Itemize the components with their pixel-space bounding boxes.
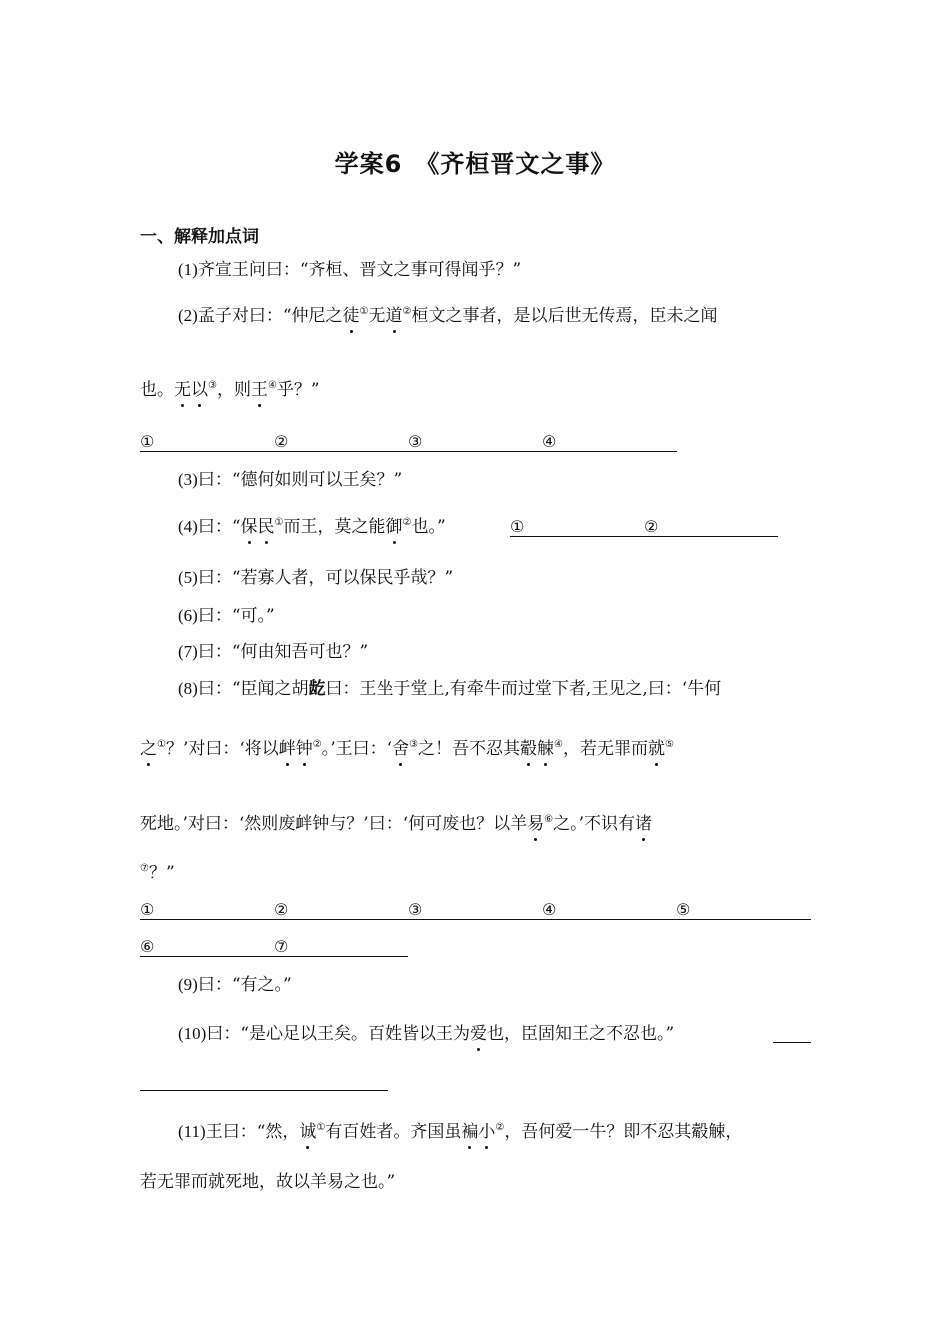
dotted-word: 之 [140, 739, 157, 759]
blank-label: ⑦ [274, 937, 289, 956]
text-run: 也。” [411, 517, 446, 537]
answer-line[interactable] [140, 1090, 388, 1091]
footnote-marker: ⑦ [140, 863, 149, 874]
blank-label: ① [510, 517, 525, 536]
question-text: 曰：“若寡人者，可以保民乎哉？” [197, 568, 454, 588]
dotted-word: 觳 [520, 739, 538, 759]
footnote-marker: ③ [208, 380, 217, 391]
blank-label: ⑥ [140, 937, 155, 956]
question-6 [178, 604, 275, 628]
question-4 [178, 515, 446, 539]
question-8-line-1 [178, 677, 721, 701]
text-run: 曰：“是心足以王矣。百姓皆以王为 [206, 1024, 471, 1044]
blank-label: ② [274, 900, 289, 919]
section-heading: 一、解释加点词 [140, 227, 259, 247]
footnote-marker: ② [402, 517, 412, 528]
question-number: (8) [178, 679, 198, 698]
text-run: 也。 [140, 380, 174, 400]
text-run: 曰：“ [197, 517, 241, 537]
dotted-word: 王 [250, 380, 268, 400]
dotted-word: 钟 [295, 739, 313, 759]
question-number: (10) [178, 1024, 207, 1043]
text-run: 有百姓者。齐国虽 [325, 1122, 462, 1142]
text-run: 桓文之事者，是以后世无传焉，臣未之闻 [411, 306, 718, 326]
text-run: 曰：“臣闻之胡 [197, 679, 309, 699]
blank-label: ③ [408, 432, 423, 451]
text-run: 。’王曰：‘ [321, 739, 393, 759]
blank-label: ④ [542, 432, 557, 451]
question-number: (9) [178, 975, 198, 994]
dotted-word: 爱 [470, 1024, 488, 1044]
question-text: 曰：“德何如则可以王矣？” [197, 470, 403, 490]
footnote-marker: ② [495, 1122, 505, 1133]
answer-blanks-q4 [510, 517, 780, 537]
question-1 [178, 258, 521, 282]
footnote-marker: ③ [409, 739, 419, 750]
text-run: ，则 [216, 380, 251, 400]
dotted-word: 以 [191, 380, 208, 400]
question-number: (3) [178, 470, 198, 489]
dotted-word: 无 [174, 380, 191, 400]
text-run: ，吾何爱一牛？即不忍其觳觫， [504, 1122, 743, 1142]
footnote-marker: ④ [267, 380, 277, 391]
dotted-word: 舍 [392, 739, 410, 759]
answer-blanks-q8-a [140, 900, 812, 920]
text-run: 之。’不识有 [553, 814, 635, 834]
footnote-marker: ① [157, 739, 166, 750]
question-8-line-3 [140, 812, 652, 836]
question-2-line-1 [178, 304, 717, 328]
answer-line[interactable] [140, 451, 677, 452]
question-number: (1) [178, 260, 198, 279]
blank-label: ② [644, 517, 659, 536]
question-number: (5) [178, 568, 198, 587]
question-8-line-2 [140, 737, 674, 761]
footnote-marker: ⑤ [665, 739, 674, 750]
dotted-word: 保 [240, 517, 258, 537]
question-5 [178, 566, 453, 590]
text-run: 无 [368, 306, 386, 326]
question-number: (7) [178, 642, 198, 661]
dotted-word: 诚 [299, 1122, 317, 1142]
question-text: 曰：“可。” [197, 606, 275, 626]
text-run: 孟子对曰：“仲尼之 [197, 306, 343, 326]
text-run: ？” [148, 863, 175, 883]
question-3 [178, 468, 402, 492]
dotted-word: 小 [478, 1122, 496, 1142]
answer-line[interactable] [140, 919, 811, 920]
text-run: 乎？” [276, 380, 320, 400]
question-7 [178, 640, 368, 664]
dotted-word: 觫 [537, 739, 555, 759]
bold-character: 龁 [308, 679, 326, 699]
question-11-line-1 [178, 1120, 742, 1144]
text-run: ，若无罪而 [563, 739, 648, 759]
footnote-marker: ① [359, 306, 369, 317]
footnote-marker: ① [316, 1122, 326, 1133]
question-8-line-4 [140, 861, 175, 885]
blank-label: ② [274, 432, 289, 451]
answer-line[interactable] [140, 956, 408, 957]
question-number: (4) [178, 517, 198, 536]
dotted-word: 民 [257, 517, 275, 537]
question-number: (11) [178, 1122, 206, 1141]
footnote-marker: ① [274, 517, 284, 528]
dotted-word: 道 [385, 306, 403, 326]
dotted-word: 御 [385, 517, 403, 537]
blank-label: ⑤ [676, 900, 691, 919]
question-number: (2) [178, 306, 198, 325]
blank-label: ④ [542, 900, 557, 919]
answer-blanks-q8-b [140, 937, 410, 957]
text-run: 曰：王坐于堂上,有牵牛而过堂下者,王见之,曰：‘牛何 [325, 679, 722, 699]
dotted-word: 衅 [278, 739, 296, 759]
question-9 [178, 973, 292, 997]
footnote-marker: ② [402, 306, 412, 317]
dotted-word: 褊 [461, 1122, 479, 1142]
question-text: 曰：“何由知吾可也？” [197, 642, 369, 662]
footnote-marker: ④ [554, 739, 563, 750]
dotted-word: 易 [527, 814, 545, 834]
question-text: 齐宣王问曰：“齐桓、晋文之事可得闻乎？” [197, 260, 522, 280]
answer-blanks-q2 [140, 432, 680, 452]
footnote-marker: ② [312, 739, 322, 750]
text-run: 若无罪而就死地，故以羊易之也。” [140, 1172, 396, 1192]
question-10 [178, 1022, 674, 1046]
blank-label: ③ [408, 900, 423, 919]
answer-line[interactable] [773, 1042, 811, 1043]
dotted-word: 就 [648, 739, 665, 759]
page-title: 学案6 《齐桓晋文之事》 [334, 150, 616, 178]
answer-line[interactable] [510, 536, 778, 537]
blank-label: ① [140, 900, 155, 919]
text-run: 死地。’对曰：‘然则废衅钟与？’曰：‘何可废也？以羊 [140, 814, 528, 834]
text-run: ？’对曰：‘将以 [165, 739, 279, 759]
dotted-word: 诸 [635, 814, 652, 834]
dotted-word: 徒 [342, 306, 360, 326]
question-number: (6) [178, 606, 198, 625]
text-run: 王曰：“然， [205, 1122, 300, 1142]
question-11-line-2 [140, 1170, 395, 1194]
question-2-line-2 [140, 378, 320, 402]
footnote-marker: ⑥ [544, 814, 554, 825]
text-run: 而王，莫之能 [283, 517, 386, 537]
blank-label: ① [140, 432, 155, 451]
text-run: 也，臣固知王之不忍也。” [487, 1024, 675, 1044]
text-run: 之！吾不忍其 [418, 739, 521, 759]
question-text: 曰：“有之。” [197, 975, 292, 995]
